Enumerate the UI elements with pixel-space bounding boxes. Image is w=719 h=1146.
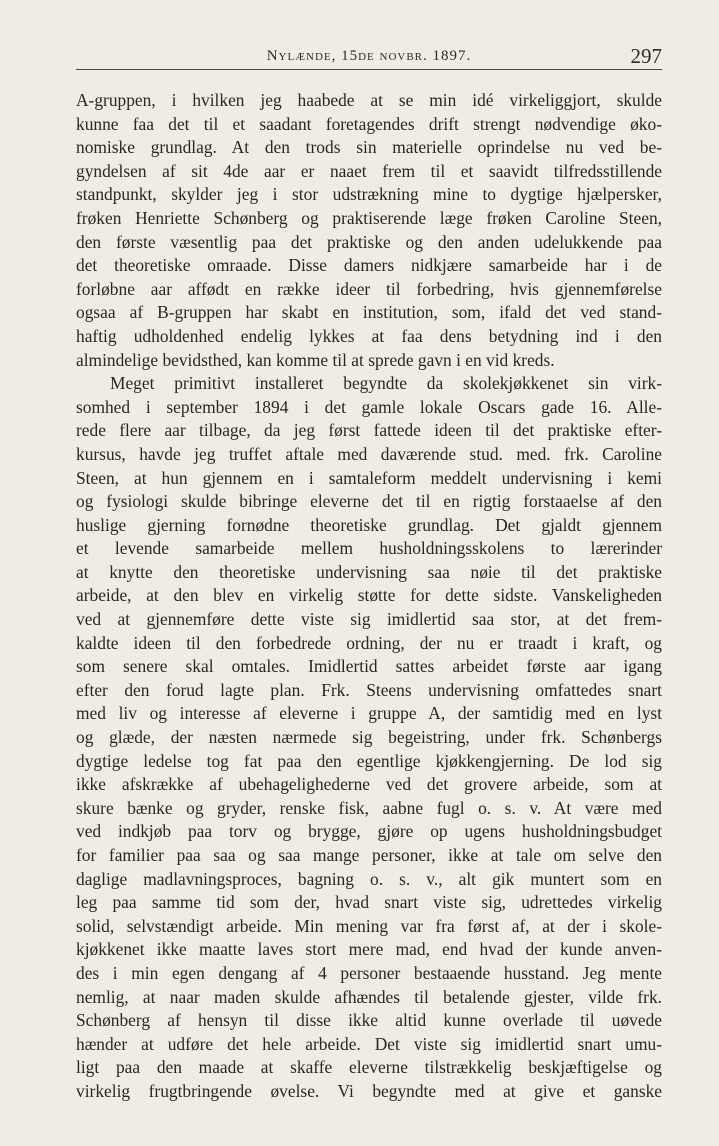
text-line: Schønberg af hensyn til disse ikke altid kunne overlade til uøvede bbox=[76, 1010, 662, 1031]
text-line: huslige gjerning fornødne theoretiske grundlag. Det gjaldt gjennem bbox=[76, 514, 662, 535]
text-line: Meget primitivt installeret begyndte da skolekjøkkenet sin virk- bbox=[110, 373, 662, 394]
text-line: nomiske grundlag. At den trods sin materielle oprindelse nu ved be- bbox=[76, 137, 662, 158]
text-line: haftig udholdenhed endelig lykkes at faa dens betydning ind i den bbox=[76, 325, 662, 346]
text-line: kjøkkenet ikke maatte laves stort mere mad, end hvad der kunde anven- bbox=[76, 939, 662, 960]
text-line: des i min egen dengang af 4 personer bestaaende husstand. Jeg mente bbox=[76, 962, 662, 983]
text-line: med liv og interesse af eleverne i gruppe A, der samtidig med en lyst bbox=[76, 703, 662, 724]
text-line: rede flere aar tilbage, da jeg først fattede ideen til det praktiske efter- bbox=[76, 420, 662, 441]
text-line: et levende samarbeide mellem husholdningsskolens to lærerinder bbox=[76, 538, 662, 559]
text-line: det theoretiske omraade. Disse damers nidkjære samarbeide har i de bbox=[76, 255, 662, 276]
text-line: forløbne aar affødt en række ideer til forbedring, hvis gjennemførelse bbox=[76, 278, 662, 299]
text-line: ved indkjøb paa torv og brygge, gjøre op ugens husholdningsbudget bbox=[76, 821, 662, 842]
text-line: gyndelsen af sit 4de aar er naaet frem til et saavidt tilfredsstillende bbox=[76, 160, 662, 181]
text-line: at knytte den theoretiske undervisning saa nøie til det praktiske bbox=[76, 561, 662, 582]
text-line: kunne faa det til et saadant foretagendes drift strengt nødvendige øko- bbox=[76, 113, 662, 134]
text-line: og glæde, der næsten nærmede sig begeistring, under frk. Schønbergs bbox=[76, 727, 662, 748]
running-head bbox=[76, 44, 662, 72]
page-number: 297 bbox=[630, 44, 662, 68]
text-line: dygtige ledelse tog fat paa den egentlige kjøkkengjerning. De lod sig bbox=[76, 750, 662, 771]
text-line: somhed i september 1894 i det gamle lokale Oscars gade 16. Alle- bbox=[76, 396, 662, 417]
text-line: den første væsentlig paa det praktiske og den anden udelukkende paa bbox=[76, 231, 662, 252]
text-line: solid, selvstændigt arbeide. Min mening var fra først af, at der i skole- bbox=[76, 915, 662, 936]
text-line: A-gruppen, i hvilken jeg haabede at se min idé virkeliggjort, skulde bbox=[76, 90, 662, 110]
text-line: kursus, havde jeg truffet aftale med daværende stud. med. frk. Caroline bbox=[76, 443, 662, 464]
text-line: leg paa samme tid som der, hvad snart viste sig, udrettedes virkelig bbox=[76, 892, 662, 913]
text-line: som senere skal omtales. Imidlertid sattes arbeidet første aar igang bbox=[76, 656, 662, 677]
text-line: frøken Henriette Schønberg og praktiserende læge frøken Caroline Steen, bbox=[76, 207, 662, 228]
text-line: virkelig frugtbringende øvelse. Vi begyndte med at give et ganske bbox=[76, 1080, 662, 1101]
text-line: skure bænke og gryder, renske fisk, aabne fugl o. s. v. At være med bbox=[76, 797, 662, 818]
text-line: nemlig, at naar maden skulde afhændes til betalende gjester, vilde frk. bbox=[76, 986, 662, 1007]
text-line: kaldte ideen til den forbedrede ordning, der nu er traadt i kraft, og bbox=[76, 632, 662, 653]
text-line: ved at gjennemføre dette viste sig imidlertid saa stor, at det frem- bbox=[76, 609, 662, 630]
text-line: arbeide, at den blev en virkelig støtte for dette sidste. Vanskeligheden bbox=[76, 585, 662, 606]
text-line: ligt paa den maade at skaffe eleverne tilstrækkelig beskjæftigelse og bbox=[76, 1057, 662, 1078]
text-line: almindelige bevidsthed, kan komme til at sprede gavn i en vid kreds. bbox=[76, 349, 555, 370]
text-line: Steen, at hun gjennem en i samtaleform meddelt undervisning i kemi bbox=[76, 467, 662, 488]
text-line: hænder at udføre det hele arbeide. Det viste sig imidlertid snart umu- bbox=[76, 1033, 662, 1054]
text-line: ogsaa af B-gruppen har skabt en institution, som, ifald det ved stand- bbox=[76, 302, 662, 323]
header-rule bbox=[76, 69, 662, 70]
text-line: ikke afskrække af ubehagelighederne ved det grovere arbeide, som at bbox=[76, 774, 662, 795]
text-line: standpunkt, skylder jeg i stor udstrækning mine to dygtige hjælpersker, bbox=[76, 184, 662, 205]
text-line: for familier paa saa og saa mange personer, ikke at tale om selve den bbox=[76, 845, 662, 865]
running-head-title: Nylænde, 15de novbr. 1897. bbox=[266, 48, 472, 64]
text-line: og fysiologi skulde bibringe eleverne det til en rigtig forstaaelse af den bbox=[76, 491, 662, 512]
body-text bbox=[76, 89, 662, 1104]
text-line: daglige madlavningsproces, bagning o. s. v., alt gik muntert som en bbox=[76, 868, 662, 889]
text-line: efter den forud lagte plan. Frk. Steens undervisning omfattedes snart bbox=[76, 679, 662, 700]
